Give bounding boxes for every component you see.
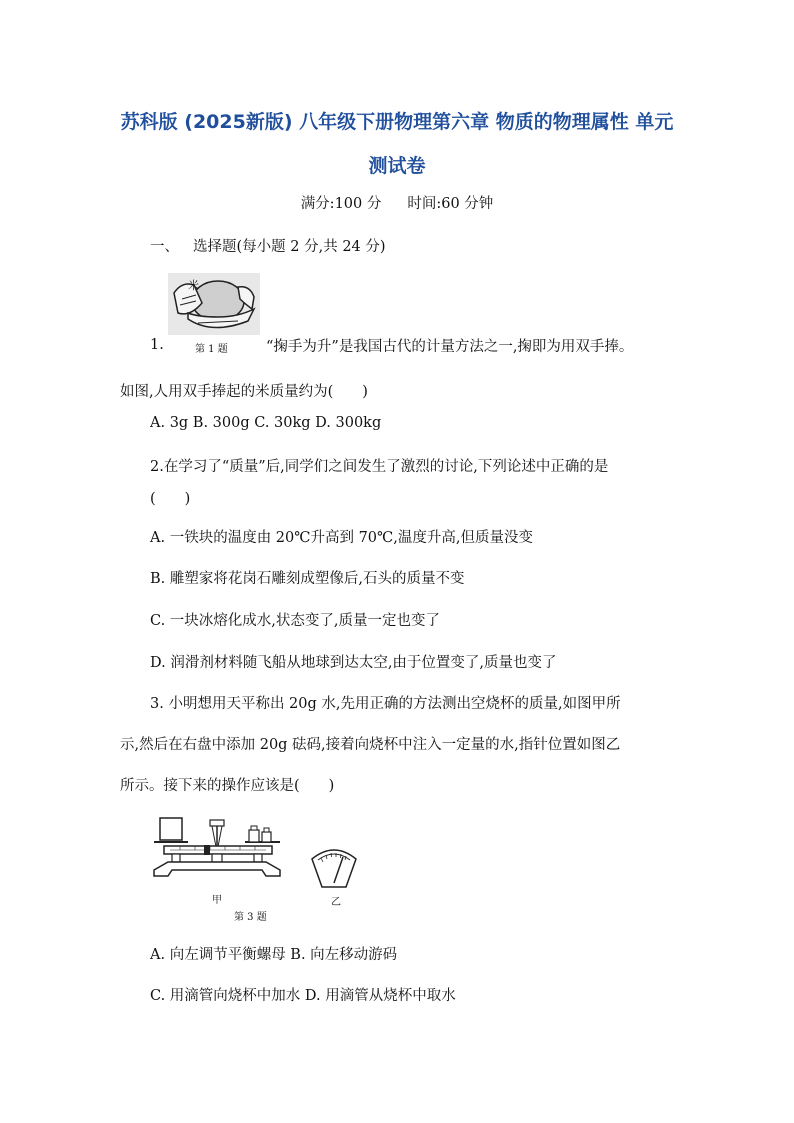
q2-option-a: A. 一铁块的温度由 20℃升高到 70℃,温度升高,但质量没变: [150, 530, 533, 546]
full-score: 满分:100 分: [300, 196, 382, 212]
pointer-dial-figure: [308, 843, 360, 889]
page-title-line2: 测试卷: [368, 155, 426, 177]
q1-number: 1.: [150, 337, 164, 353]
q3-figure-caption: 第 3 题: [234, 912, 267, 923]
balance-scale-figure: [150, 812, 285, 887]
q2-option-b: B. 雕塑家将花岗石雕刻成塑像后,石头的质量不变: [150, 571, 465, 587]
figure-rice-label: 米: [188, 279, 199, 292]
q3-stem-line1: 3. 小明想用天平称出 20g 水,先用正确的方法测出空烧杯的质量,如图甲所: [150, 696, 621, 712]
q3-options-line1: A. 向左调节平衡螺母 B. 向左移动游码: [150, 947, 398, 963]
q2-stem-line2: ( ): [150, 491, 191, 507]
q3-stem-line2: 示,然后在右盘中添加 20g 砝码,接着向烧杯中注入一定量的水,指针位置如图乙: [120, 737, 621, 753]
q3-stem-line3: 所示。接下来的操作应该是( ): [120, 778, 335, 794]
figure-label-jia: 甲: [212, 895, 222, 906]
q3-options-line2: C. 用滴管向烧杯中加水 D. 用滴管从烧杯中取水: [150, 988, 456, 1004]
q1-stem-line2: 如图,人用双手捧起的米质量约为( ): [120, 384, 368, 400]
section-heading: [150, 235, 386, 256]
exam-meta: [0, 192, 794, 213]
q1-figure-caption: 第 1 题: [195, 344, 228, 355]
hands-holding-rice-figure: [168, 273, 260, 335]
time-limit: 时间:60 分钟: [407, 196, 494, 212]
q2-option-c: C. 一块冰熔化成水,状态变了,质量一定也变了: [150, 613, 441, 629]
figure-label-yi: 乙: [331, 897, 341, 908]
q1-stem-line1: “掬手为升”是我国古代的计量方法之一,掬即为用双手捧。: [266, 339, 634, 355]
page-title-line1: 苏科版 (2025新版) 八年级下册物理第六章 物质的物理属性 单元: [120, 111, 674, 133]
q1-options: A. 3g B. 300g C. 30kg D. 300kg: [150, 415, 382, 431]
section-title: 选择题(每小题 2 分,共 24 分): [193, 239, 386, 255]
q2-option-d: D. 润滑剂材料随飞船从地球到达太空,由于位置变了,质量也变了: [150, 655, 557, 671]
q2-stem-line1: 2.在学习了“质量”后,同学们之间发生了激烈的讨论,下列论述中正确的是: [150, 459, 609, 475]
section-number: 一、: [150, 239, 179, 255]
